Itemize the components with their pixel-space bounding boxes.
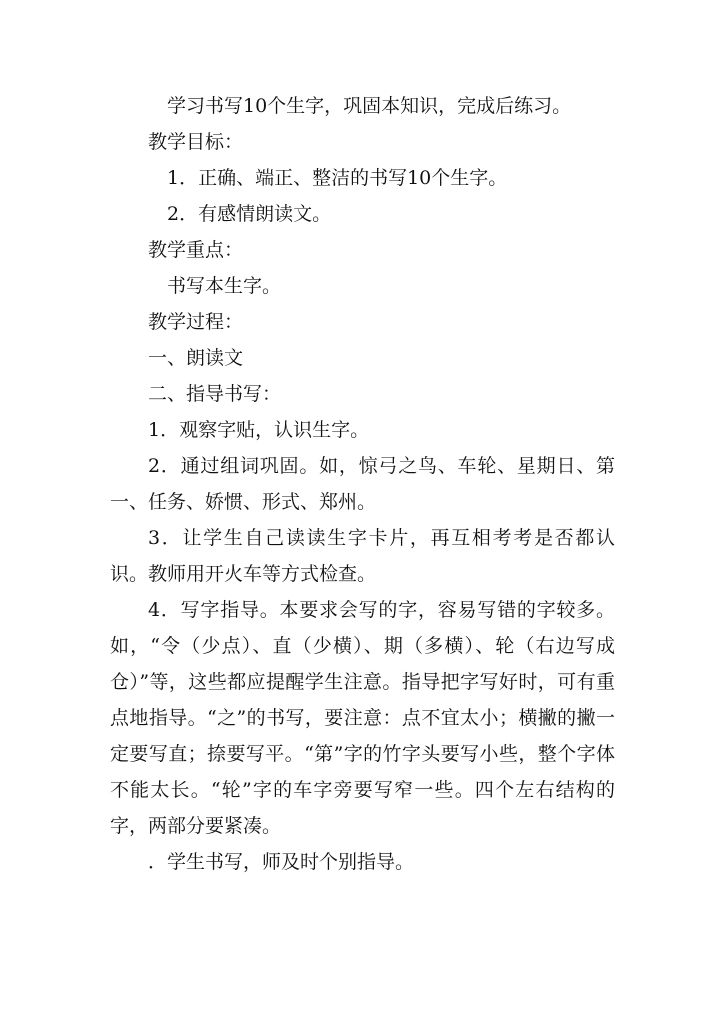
- goal-item-2: 2．有感情朗读文。: [167, 203, 332, 225]
- list-item-1: 1．观察字贴，认识生字。: [148, 419, 370, 441]
- list-item-4: 4．写字指导。本要求会写的字，容易写错的字较多。如，“令（少点）、直（少横）、期（多横）、轮（右边写成仓）”等，这些都应提醒学生注意。指导把字写好时，可有重点地指导。“之”的书写，要注意：点不宜太小；横撇的撇一定要写直；捺要写平。“第”字的竹字头要写小些，整个字体不能太长。“轮”字的车字旁要写窄一些。四个左右结构的字，两部分要紧凑。: [110, 599, 615, 837]
- process-heading: 教学过程：: [148, 311, 244, 333]
- focus-text: 书写本生字。: [167, 275, 282, 297]
- goals-heading: 教学目标：: [148, 131, 244, 153]
- goal-item-1: 1．正确、端正、整洁的书写10个生字。: [167, 167, 508, 189]
- list-item-2: 2．通过组词巩固。如，惊弓之鸟、车轮、星期日、第一、任务、娇惯、形式、郑州。: [110, 455, 615, 513]
- list-item-3: 3．让学生自己读读生字卡片，再互相考考是否都认识。教师用开火车等方式检查。: [110, 527, 615, 585]
- step-1: 一、朗读文: [148, 347, 244, 369]
- intro-line: 学习书写10个生字，巩固本知识，完成后练习。: [167, 95, 572, 117]
- step-2: 二、指导书写：: [148, 383, 282, 405]
- list-item-5: ．学生书写，师及时个别指导。: [148, 851, 415, 873]
- focus-heading: 教学重点：: [148, 239, 244, 261]
- document-body: [110, 88, 615, 880]
